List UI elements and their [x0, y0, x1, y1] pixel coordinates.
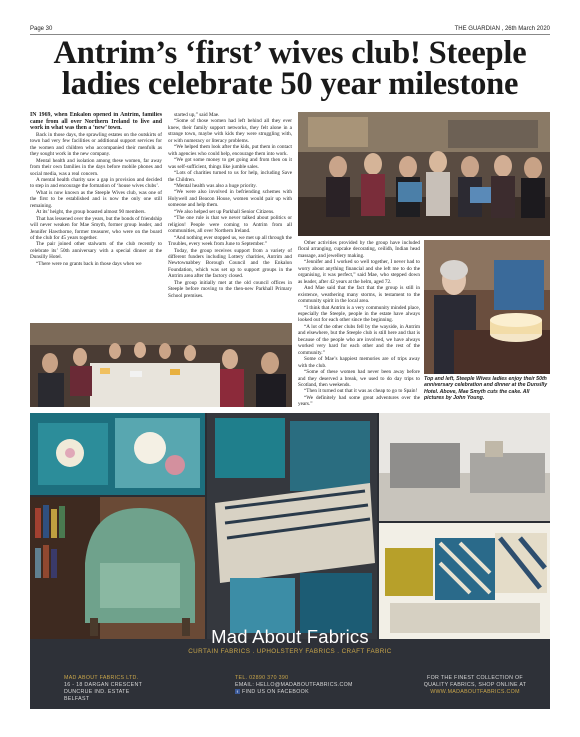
ad-facebook[interactable]	[235, 689, 375, 696]
article-column-2	[168, 112, 292, 324]
col1-paragraph: That has lessened over the years, but the bonds of friendship will never weaken for Mae Smyth, former group leader, and Jennifer Hawthorne, former treasurer, who were on the board of the club for 45 years together.	[30, 215, 162, 242]
col1-paragraph: “There were no grants back in those days when we	[36, 260, 142, 267]
photo-group-dinner	[30, 323, 292, 407]
facebook-icon: f	[236, 689, 239, 694]
ad-company-name: MAD ABOUT FABRICS LTD.	[64, 675, 139, 681]
ad-tagline: CURTAIN FABRICS . UPHOLSTERY FABRICS . CRAFT FABRIC	[188, 648, 392, 655]
photo-group-top-image	[298, 112, 550, 236]
col3-paragraph: “Then it turned out that it was as cheap to go to Spain!	[304, 388, 418, 395]
page-number: Page 30	[30, 26, 53, 32]
ad-city: BELFAST	[64, 696, 90, 702]
col3-paragraph: “Jennifer and I worked so well together, I never had to worry about anything financial and she left me to do the organising, it was perfect,” said Mae, who stepped down as leader, after 42 years at the helm, aged 72.	[298, 259, 420, 285]
photo-cake-cutting-image	[424, 240, 550, 374]
col3-paragraph: “I think that Antrim is a very community minded place, especially the Steeple, people in the estate have always looked out for each other since the beginning.	[298, 304, 420, 324]
col2-paragraph: “We were also involved in befriending schemes with Holywell and Beacon House, women would pair up with someone and help them.	[168, 189, 292, 209]
ad-contact	[235, 675, 375, 696]
col3-paragraph: “Some of these women had never been away before and they deserved a break, we used to do day trips to Scotland, then weekends.	[298, 369, 420, 388]
col2-paragraph: “We also helped set up Parkhall Senior Citizens.	[174, 208, 275, 215]
ad-address	[64, 675, 204, 703]
col3-paragraph: Other activities provided by the group have included floral arranging, cupcake decorating, ceilidh, Indian head massage, and jewellery making.	[298, 240, 420, 259]
col1-paragraph: A mental health charity saw a gap in provision and decided to step in and encourage the formation of ‘house wives clubs’.	[30, 176, 162, 190]
col1-paragraph: What is now known as the Steeple Wives club, was one of the first to be established and is now the only one still remaining.	[30, 189, 162, 209]
col1-paragraph: At its’ height, the group boasted almost 90 members.	[36, 209, 146, 216]
col3-paragraph: “A lot of the other clubs fell by the wayside, in Antrim and elsewhere, but the Steeple club is still here and that is because of the people who are involved, we have always worked very hard for each other and the rest of the community.”	[298, 323, 420, 356]
col2-paragraph: “The one rule is that we never talked about politics or religion! People were coming to Antrim from all communities, all over Northern Ireland.	[168, 215, 292, 235]
ad-estate: DUNCRUE IND. ESTATE	[64, 689, 130, 695]
ad-website[interactable]: WWW.MADABOUTFABRICS.COM	[430, 689, 520, 695]
ad-promo	[410, 675, 540, 696]
col3-paragraph: “We definitely had some great adventures over the years.”	[298, 394, 420, 408]
col2-paragraph: The group initially met at the old council offices in Steeple before moving to the then-new Parkhall Primary School premises.	[168, 279, 292, 299]
col1-paragraph: Mental health and isolation among these women, far away from their own families in the days before mobile phones and social media, was a real concern.	[30, 157, 162, 177]
photo-group-top	[298, 112, 550, 236]
article-column-1	[30, 112, 162, 324]
col3-paragraph: And Mae said that the fact that the group is still in existence, weathering many storms, is testament to the community spirit in the local area.	[298, 285, 420, 305]
photo-cake-cutting	[424, 240, 550, 374]
col2-paragraph: “Mental health was also a huge priority.	[174, 182, 257, 189]
col1-paragraph: The pair joined other stalwarts of the club recently to celebrate its’ 50th anniversary with a special dinner at the Dunsilly Hotel.	[30, 241, 162, 261]
col2-paragraph: “We got some money to get going and from then on it was self-sufficient, things like jumble sales.	[168, 157, 292, 170]
ad-facebook-label: FIND US ON FACEBOOK	[242, 689, 309, 695]
col1-paragraph: IN 1969, when Enkalon opened in Antrim, families came from all over Northern Ireland to live and work in what was then a ‘new’ town.	[30, 112, 162, 132]
ad-email[interactable]: EMAIL: HELLO@MADABOUTFABRICS.COM	[235, 682, 353, 688]
photo-group-dinner-image	[30, 323, 292, 407]
col2-paragraph: “Some of those women had left behind all they ever knew, their family support networks, they felt alone in a strange town, maybe with kids they were struggling with, or with numeracy or literacy problems.	[168, 118, 292, 144]
ad-promo-line-1: FOR THE FINEST COLLECTION OF	[427, 675, 523, 681]
ad-street: 16 - 18 DARGAN CRESCENT	[64, 682, 143, 688]
col2-paragraph: “Lots of charities turned to us for help, including Save the Children.	[168, 170, 292, 183]
ad-telephone[interactable]: TEL. 02890 370 390	[235, 675, 289, 681]
article-column-3	[298, 240, 420, 408]
fabric-collage-image	[30, 413, 550, 639]
ad-brand-name: Mad About Fabrics	[211, 626, 369, 647]
headline	[30, 35, 550, 102]
col2-paragraph: “And nothing ever stopped us, we met up all through the Troubles, every week from June to September.”	[168, 234, 292, 248]
col3-paragraph: Some of Mae’s happiest memories are of trips away with the club.	[298, 356, 420, 369]
ad-promo-line-2: QUALITY FABRICS, SHOP ONLINE AT	[423, 682, 527, 688]
col1-paragraph: Back in those days, the sprawling estates on the outskirts of town had very few facilities or additional support services for the women and children who accompanied their menfolk as they sought work in the new company.	[30, 131, 162, 158]
headline-line-2: ladies celebrate 50 year milestone	[61, 66, 519, 102]
col2-paragraph: Today, the group receives support from a variety of different funders including Lottery charities, Antrim and Newtownabbey Borough Council and the Enkalon Foundation, which was set up to support groups in the Antrim area after the factory closed.	[168, 247, 292, 280]
col2-paragraph: “We helped them look after the kids, put them in contact with agencies who could help, encourage them into work.	[168, 144, 292, 157]
col2-paragraph: started up,” said Mae.	[174, 112, 220, 118]
headline-line-1: Antrim’s ‘first’ wives club! Steeple	[53, 35, 527, 71]
masthead-date: THE GUARDIAN , 26th March 2020	[454, 26, 550, 32]
photo-caption: Top and left, Steeple Wives ladies enjoy their 50th anniversary celebration and dinner at the Dunsilly Hotel. Above, Mae Smyth cuts the cake. All pictures by John Young.	[424, 376, 548, 402]
